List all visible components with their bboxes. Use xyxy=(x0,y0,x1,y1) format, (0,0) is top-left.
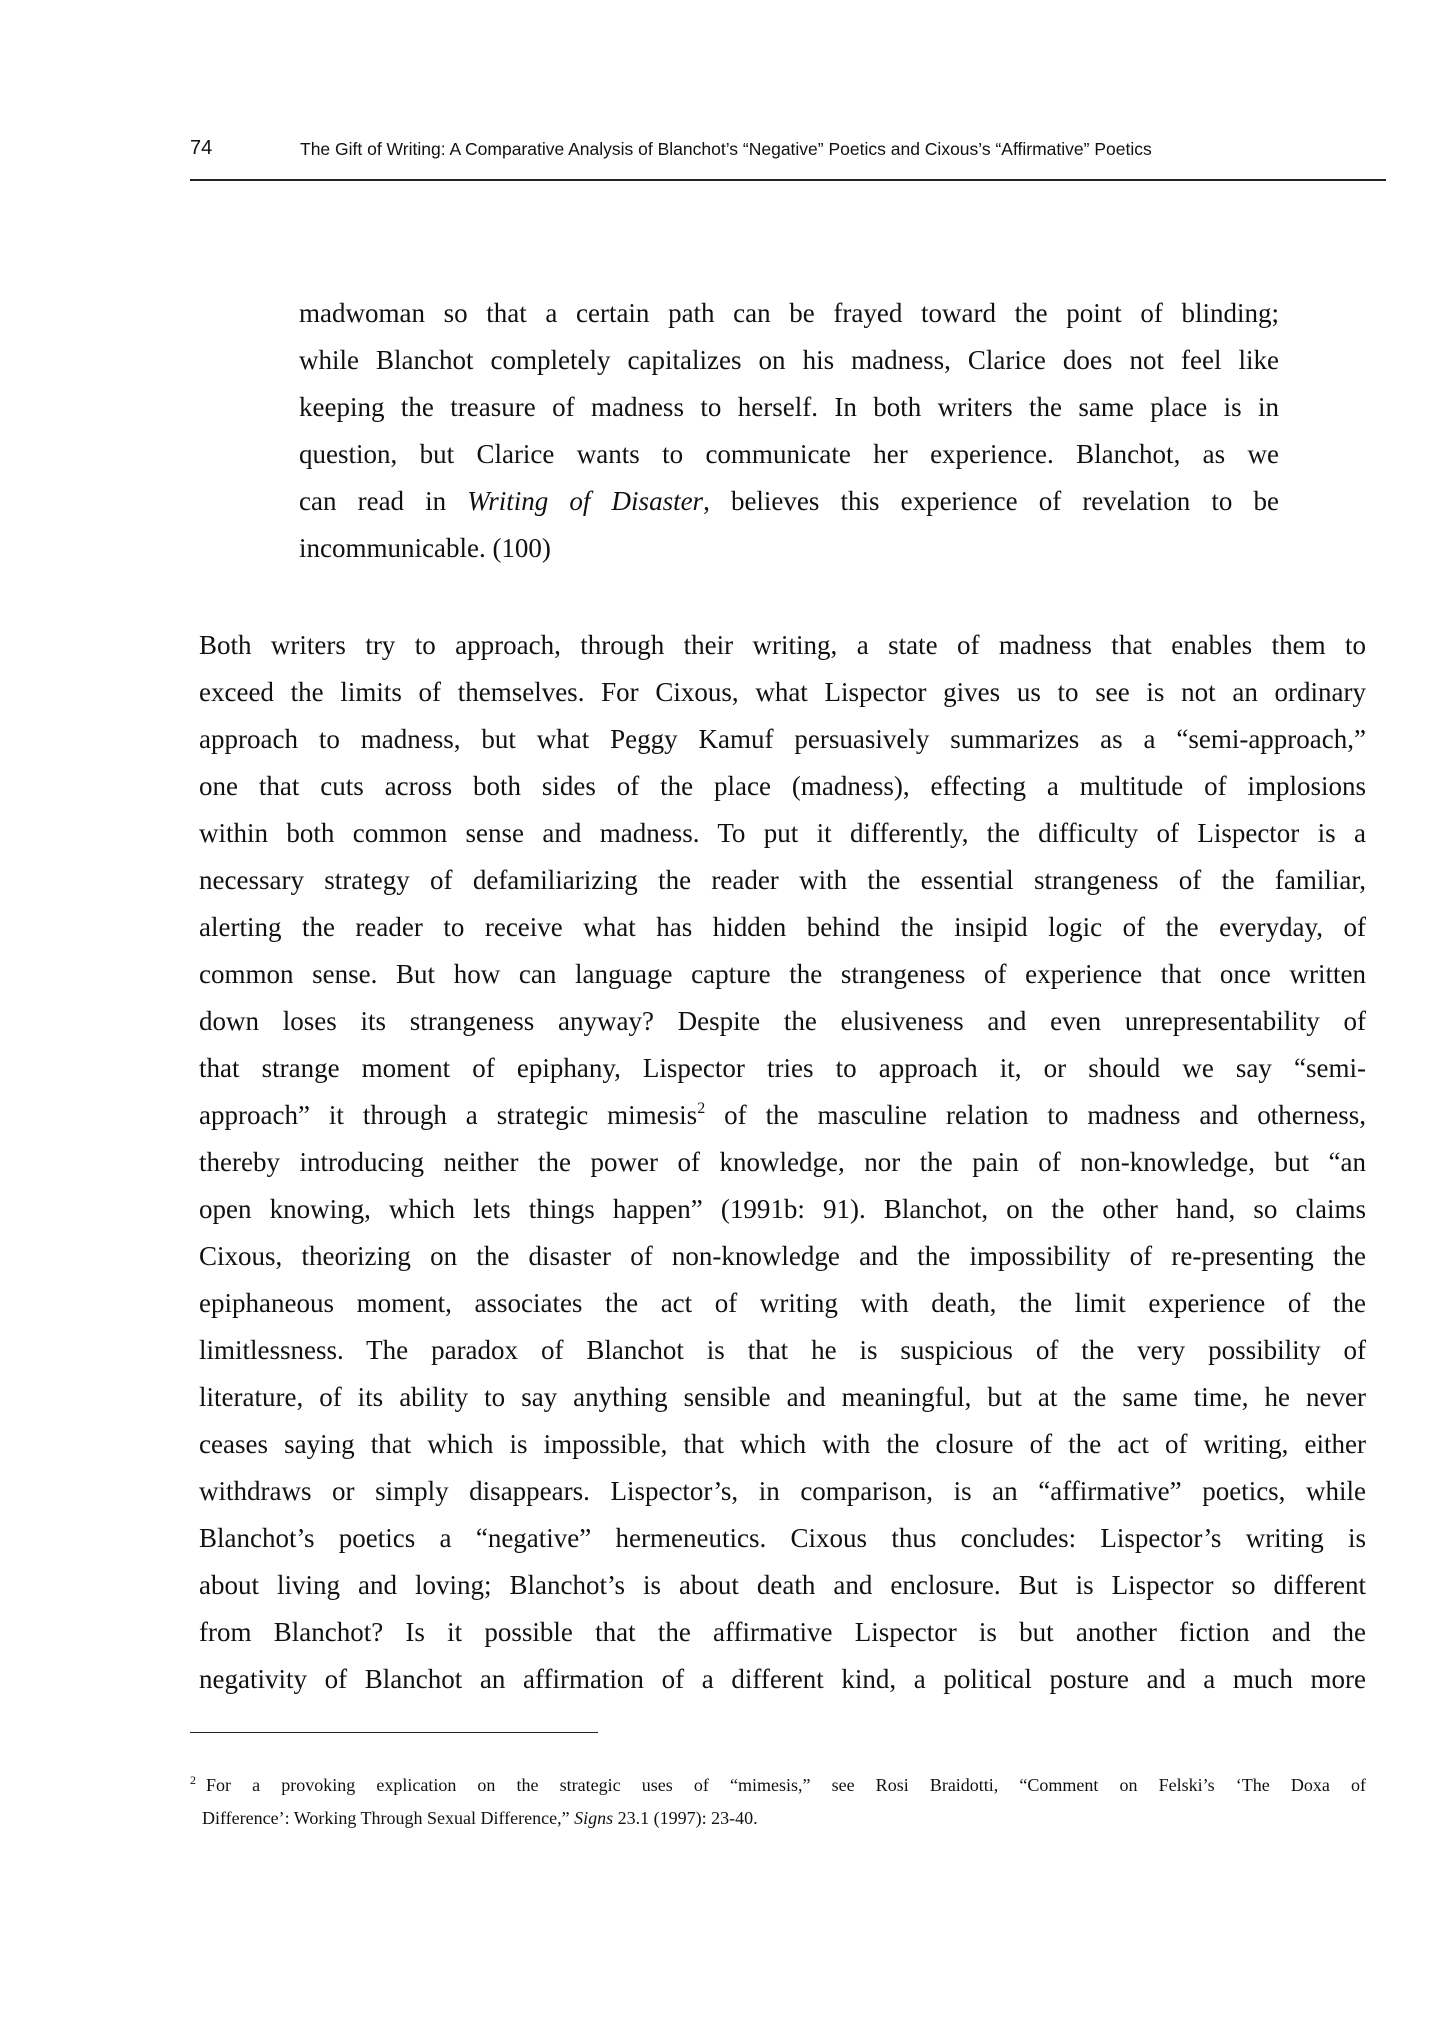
body-line: approach to madness, but what Peggy Kamuf persuasively summarizes as a “semi-approach,” xyxy=(199,724,1366,754)
quote-line-text: can read in xyxy=(299,486,468,516)
body-line: Cixous, theorizing on the disaster of non-knowledge and the impossibility of re-presenting the xyxy=(199,1241,1366,1271)
page-number: 74 xyxy=(190,137,213,159)
body-paragraph xyxy=(199,622,1366,1703)
body-line-text: of the masculine relation to madness and otherness, xyxy=(705,1100,1366,1130)
running-header xyxy=(190,133,1386,181)
body-line: common sense. But how can language capture the strangeness of experience that once written xyxy=(199,959,1366,989)
body-line: thereby introducing neither the power of knowledge, nor the pain of non-knowledge, but “an xyxy=(199,1147,1366,1177)
footnote-marker: 2 xyxy=(190,1773,196,1787)
footnote-line xyxy=(190,1799,1366,1837)
body-line: open knowing, which lets things happen” (1991b: 91). Blanchot, on the other hand, so claims xyxy=(199,1194,1366,1224)
quote-line: madwoman so that a certain path can be frayed toward the point of blinding; xyxy=(299,298,1279,328)
quote-line: while Blanchot completely capitalizes on his madness, Clarice does not feel like xyxy=(299,345,1279,375)
quote-line: question, but Clarice wants to communicate her experience. Blanchot, as we xyxy=(299,439,1279,469)
body-line: epiphaneous moment, associates the act of writing with death, the limit experience of the xyxy=(199,1288,1366,1318)
body-line: literature, of its ability to say anything sensible and meaningful, but at the same time, he never xyxy=(199,1382,1366,1412)
body-line xyxy=(199,1092,1366,1139)
body-line: within both common sense and madness. To put it differently, the difficulty of Lispector is a xyxy=(199,818,1366,848)
body-line: down loses its strangeness anyway? Despite the elusiveness and even unrepresentability of xyxy=(199,1006,1366,1036)
footnote-text: For a provoking explication on the strategic uses of “mimesis,” see Rosi Braidotti, “Comment on Felski’s ‘The Doxa of xyxy=(206,1775,1366,1795)
block-quote xyxy=(299,290,1279,572)
footnote-divider xyxy=(190,1732,598,1733)
body-line: exceed the limits of themselves. For Cixous, what Lispector gives us to see is not an ordinary xyxy=(199,677,1366,707)
body-line: from Blanchot? Is it possible that the affirmative Lispector is but another fiction and the xyxy=(199,1617,1366,1647)
footnote-text: Difference’: Working Through Sexual Difference,” xyxy=(202,1808,575,1828)
quote-line: keeping the treasure of madness to herself. In both writers the same place is in xyxy=(299,392,1279,422)
quote-line-text: , believes this experience of revelation to be xyxy=(703,486,1279,516)
body-line: one that cuts across both sides of the place (madness), effecting a multitude of implosions xyxy=(199,771,1366,801)
body-line: about living and loving; Blanchot’s is about death and enclosure. But is Lispector so different xyxy=(199,1570,1366,1600)
book-title: Writing of Disaster xyxy=(467,486,704,516)
body-line: Both writers try to approach, through their writing, a state of madness that enables them to xyxy=(199,630,1366,660)
body-line: that strange moment of epiphany, Lispector tries to approach it, or should we say “semi- xyxy=(199,1053,1366,1083)
footnote-reference: 2 xyxy=(697,1100,706,1117)
body-line: necessary strategy of defamiliarizing the reader with the essential strangeness of the familiar, xyxy=(199,865,1366,895)
running-title: The Gift of Writing: A Comparative Analysis of Blanchot’s “Negative” Poetics and Cixous’s “Affirmative” Poetics xyxy=(300,139,1152,159)
quote-line xyxy=(299,478,1279,525)
body-line: ceases saying that which is impossible, that which with the closure of the act of writing, either xyxy=(199,1429,1366,1459)
body-line: limitlessness. The paradox of Blanchot is that he is suspicious of the very possibility of xyxy=(199,1335,1366,1365)
journal-title: Signs xyxy=(574,1808,614,1828)
body-line: Blanchot’s poetics a “negative” hermeneutics. Cixous thus concludes: Lispector’s writing is xyxy=(199,1523,1366,1553)
body-line: withdraws or simply disappears. Lispector’s, in comparison, is an “affirmative” poetics, while xyxy=(199,1476,1366,1506)
footnote xyxy=(190,1761,1366,1837)
footnote-line xyxy=(190,1761,1366,1799)
body-line: negativity of Blanchot an affirmation of a different kind, a political posture and a much more xyxy=(199,1664,1366,1694)
footnote-text: 23.1 (1997): 23-40. xyxy=(613,1808,758,1828)
body-line: alerting the reader to receive what has hidden behind the insipid logic of the everyday, of xyxy=(199,912,1366,942)
quote-line: incommunicable. (100) xyxy=(299,533,551,563)
body-line-text: approach” it through a strategic mimesis xyxy=(199,1100,698,1130)
